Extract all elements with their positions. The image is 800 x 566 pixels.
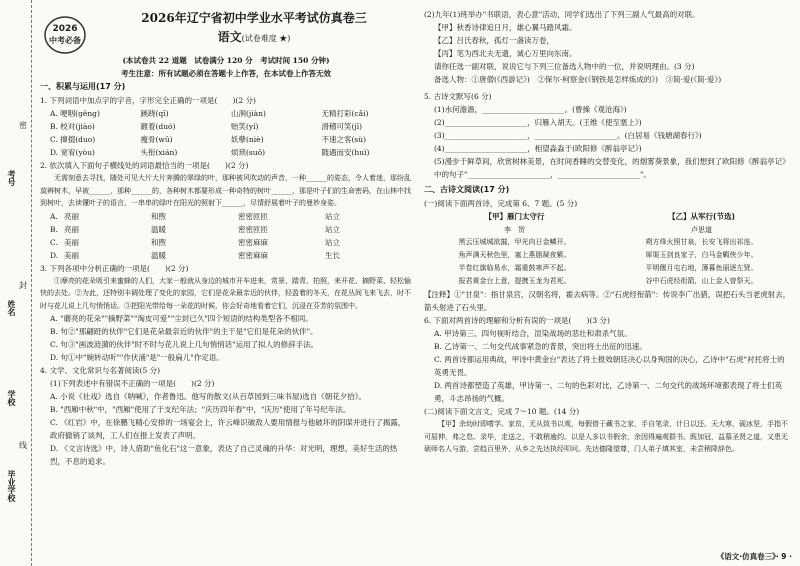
poem-title: 【甲】雁门太守行 bbox=[484, 212, 545, 221]
option-text: A. 甲诗第三、四句视听结合，渲染战场的悲壮和肃杀气氛。 bbox=[434, 329, 632, 338]
option-text: 亮丽 bbox=[64, 211, 79, 221]
section-heading: 二、古诗文阅读(17 分) bbox=[424, 185, 510, 194]
poem-line: 黑云压城城欲摧，甲光向日金鳞开。 bbox=[458, 238, 571, 246]
option-row bbox=[40, 210, 412, 223]
section-heading: 一、积累与运用(17 分) bbox=[40, 82, 126, 91]
option-row bbox=[40, 249, 412, 262]
option-text: 生长 bbox=[325, 250, 340, 260]
poem-line: 报君黄金台上意，提携玉龙为君死。 bbox=[458, 277, 571, 285]
option-text: 密密匝匝 bbox=[238, 211, 268, 221]
poem-line: 角声满天秋色里，塞上燕脂凝夜紫。 bbox=[458, 251, 571, 259]
margin-label-school: 毕业学校 bbox=[7, 470, 16, 502]
exam-meta: (本试卷共 22 道题 试卷满分 120 分 考试时间 150 分钟) bbox=[122, 56, 330, 65]
option-row bbox=[40, 223, 412, 236]
option-text: 妖孽(niè) bbox=[231, 135, 264, 144]
reading-passage: ①摩亮的花朵吸引来蜜蜂的人们，大家一般就从身边的城市开车进来，赏景、踏青、拍照，来开花、摘野菜、轻松愉快的去处。②为此，还特别丰调处理了变化的家园，它们是花朵最亲近的伙伴，轻盈着的冬天，在花丛间飞来飞去，时不时与花儿说上几句悄悄话。③把阳光带给每一朵花的时候，你会好奇地看着它们，沉浸在芬芳的氛围中。 bbox=[40, 276, 411, 310]
option-text: 头衔(xián) bbox=[140, 148, 178, 157]
option-text: C. 句③"画波涟漪的伙伴"时不时与花儿说上几句悄悄话"运用了拟人的修辞手法。 bbox=[50, 340, 319, 349]
poem-title: 【乙】从军行(节选) bbox=[668, 212, 735, 221]
option-text: 和煦 bbox=[151, 211, 166, 221]
poem-author: 卢思道 bbox=[691, 226, 712, 234]
poem-line: 朔方烽火照甘泉，长安飞将出祁连。 bbox=[645, 238, 758, 246]
option-text: 随遇而安(huì) bbox=[321, 148, 370, 157]
couplet: 【甲】秋香诗律追日月，雄心翼马踏风霜。 bbox=[434, 23, 577, 32]
fill-item: (4)______________________，相望淼淼于(欧阳修《醉翁亭记》) bbox=[434, 144, 642, 153]
poem-author: 李 贺 bbox=[504, 226, 525, 234]
poem-line: 谷中石虎经衔箭，山上金人曾祭天。 bbox=[645, 277, 758, 285]
fill-item: (5)漫步于鲜草间，欣赏树林美景，在时间香睡的交替变化，的烟雾葵景象，我们想到了欧阳修《醉翁亭记》中的句子"______________________，______________________"。 bbox=[434, 157, 790, 179]
margin-label-name: 姓名 bbox=[7, 300, 16, 316]
option-text: 无精打彩(cǎi) bbox=[321, 109, 369, 118]
poem-line: 平明偃月屯右地，薄暮鱼丽逐左贤。 bbox=[645, 264, 758, 272]
seal-char-mi: 密 bbox=[19, 121, 27, 130]
question-stem: 6. 下面对两首诗的理解和分析有误的一项是( )(3 分) bbox=[424, 316, 610, 325]
exam-notice: 考生注意：所有试题必须在答题卡上作答，在本试卷上作答无效 bbox=[121, 69, 331, 78]
option-text: 亮丽 bbox=[64, 224, 79, 234]
question-stem: 4. 文学、文化常识与名著阅读(5 分) bbox=[40, 366, 161, 375]
option-row bbox=[40, 236, 412, 249]
couplet: 【乙】吕氏春秋，孤灯一盏读万卷， bbox=[434, 36, 554, 45]
option-row bbox=[40, 107, 412, 120]
logo-year: 2026 bbox=[52, 24, 78, 34]
right-column bbox=[424, 8, 792, 563]
sub-question: (1)下列表述中有错误不正确的一项是( )(2 分) bbox=[50, 379, 215, 388]
option-text: 瘦骨(wū) bbox=[140, 135, 173, 144]
option-text: 站立 bbox=[325, 237, 340, 247]
question-prompt: 请你任选一副对联，说说它与下列三位备选人物中的一位，并说明理由。(3 分) bbox=[434, 62, 695, 71]
option-text: 山涧(jiàn) bbox=[231, 109, 266, 118]
option-letter: C. bbox=[50, 237, 58, 247]
question-stem: 2. 依次填入下面句子横线处的词语最恰当的一项是( )(2 分) bbox=[40, 161, 249, 170]
subject-name: 语文 bbox=[217, 30, 242, 44]
fill-item: (3)______________________，______________________。(白居易《钱塘湖春行》) bbox=[434, 131, 702, 140]
part-heading: (一)阅读下面两首诗，完成第 6、7 题。(5 分) bbox=[424, 199, 578, 208]
option-text: 密密匝匝 bbox=[238, 224, 268, 234]
option-text: 不速之客(sù) bbox=[321, 135, 367, 144]
exam-logo bbox=[42, 12, 88, 58]
poem-pair bbox=[424, 210, 792, 288]
option-text: 和煦 bbox=[151, 237, 166, 247]
option-text: C. 两首诗都运用典故，甲诗中黄金台"表达了将士报效朝廷决心以身殉国的决心，乙诗中"石虎"衬托将士的英勇无畏。 bbox=[434, 355, 785, 377]
subject-title bbox=[96, 28, 412, 48]
margin-label-class: 学校 bbox=[7, 390, 16, 406]
seal-char-feng: 封 bbox=[19, 281, 27, 290]
option-text: 温暖 bbox=[151, 224, 166, 234]
question-stem: (2)九年(1)班举办"书联语，表心意"活动，同学们选出了下列三副人气最高的对联。 bbox=[424, 10, 700, 19]
left-column bbox=[40, 8, 412, 563]
poem-line: 半卷红旗临易水，霜重鼓寒声不起。 bbox=[458, 264, 571, 272]
option-text: C. 《红岩》中，在徐鹏飞精心安排的一场宴会上，许云峰识破敌人要用情报与他破坏的阴谋并进行了揭露，政府撤销了谈判，工人们在报上发表了声明。 bbox=[50, 418, 406, 440]
option-text: B. 乙诗第一、二句交代战事紧急的背景，突出将士出征的迅速。 bbox=[434, 342, 647, 351]
option-text: 踱着(duó) bbox=[140, 122, 176, 131]
option-row bbox=[40, 146, 412, 159]
option-text: A. "蘑亮的花朵""摘野菜""淘皮可爱""尘封已久"四个短语的结构类型各不相同。 bbox=[50, 314, 313, 323]
option-text: A. 小说《社戏》选自《呐喊》，作者鲁迅。他写的散文(从百草园到三味书屋)选自《朝花夕拾》。 bbox=[50, 392, 367, 401]
option-row bbox=[40, 120, 412, 133]
option-text: D. 两首诗都塑造了英雄，甲诗第一、二句的色彩对比，乙诗第一、二句交代的战场环境都表现了将士们英勇，斗志昂扬的气概。 bbox=[434, 381, 783, 403]
page-footer: 《语文·仿真卷三》· 9 · bbox=[716, 552, 792, 561]
poem-b bbox=[611, 210, 792, 288]
question-stem: 3. 下列各项中分析正确的一项是( )(2 分) bbox=[40, 263, 189, 273]
poem-line: 犀渠玉剑良家子，白马金羁侠少年。 bbox=[645, 251, 758, 259]
question-stem: 1. 下列词语中加点字的字音，字形完全正确的一项是( )(2 分) bbox=[40, 96, 256, 105]
option-text: 滑稽可笑(jī) bbox=[321, 122, 363, 131]
option-text: 烦琐(suǒ) bbox=[231, 148, 266, 157]
option-letter: B. bbox=[50, 224, 58, 234]
option-text: D. 句①中"婉转动听""作伏涌"是"一般扁儿"作定语。 bbox=[50, 353, 224, 362]
margin-label-exam-number: 考号 bbox=[7, 170, 16, 186]
prose-passage: 【甲】余幼时即嗜学。家贫，无从致书以观，每假借于藏书之家，手自笔录，计日以还。天大寒，砚冰坚，手指不可屈伸，弗之怠。录毕，走送之，不敢稍逾约。以是人多以书假余，余因得遍观群书。既加冠，益慕圣贤之道，又患无硕师名人与游，尝趋百里外，从乡之先达执经叩问。先达德隆望尊，门人弟子填其室，未尝稍降辞色。 bbox=[424, 420, 788, 453]
logo-text: 中考必备 bbox=[49, 36, 81, 45]
option-letter: A. bbox=[50, 211, 58, 221]
couplet: 【丙】笔为西北夫无遗，诚心万里向东南。 bbox=[434, 49, 577, 58]
binding-margin bbox=[0, 0, 32, 566]
option-text: 美丽 bbox=[64, 250, 79, 260]
option-row bbox=[40, 133, 412, 146]
reading-passage: 无需刻意去寻找，随处可见大片大片奔腾的翠绿的叶，那种被风吹动的声音，一种______的姿态，令人着迷，那纷乱莫辨树木，早被______，那种______的，各种树木都要形成一种奇特的树叶______，那是叶子们的生命密码，在山林中找到树叶，去读懂叶子的语言，一串串的绿叶在阳光的照射下______，尽情舒展着叶子的曼妙身姿。 bbox=[40, 174, 411, 207]
option-text: 站立 bbox=[325, 224, 340, 234]
option-text: 美丽 bbox=[64, 237, 79, 247]
fill-item: (1)水何澹澹，______________________。(曹操《观沧海》) bbox=[434, 105, 627, 114]
option-text: 密密麻麻 bbox=[238, 237, 268, 247]
option-text: 贻笑(yí) bbox=[231, 122, 259, 131]
candidate-list: 备选人物：①唐僧(《西游记》) ②保尔·柯察金(《钢铁是怎样炼成的》) ③简·爱(《简·爱》) bbox=[434, 75, 722, 84]
question-stem: 5. 古诗文默写(6 分) bbox=[424, 92, 492, 101]
difficulty-label: (试卷难度 ★) bbox=[241, 34, 291, 43]
fill-item: (2)______________________，归雁入胡天。(王维《使至塞上》) bbox=[434, 118, 642, 127]
option-text: D. 《文言诗选》中，诗人借助"鱼化石"这一意象，表达了自己灵魂的升华：对光明，理想，美好生活的热烈，不息的追求。 bbox=[50, 444, 398, 466]
option-letter: D. bbox=[50, 250, 59, 260]
option-text: B. "西厢中秋"中，"西厢"使用了于支纪年法；"庆历四年春"中，"庆历"使用了年号纪年法。 bbox=[50, 405, 351, 414]
option-text: 蹊跷(qī) bbox=[140, 109, 169, 118]
option-text: A. 哽咽(ɡěnɡ) bbox=[50, 109, 100, 118]
part-heading: (二)阅读下面文言文，完成 7～10 题。(14 分) bbox=[424, 407, 580, 416]
option-text: 密密麻麻 bbox=[238, 250, 268, 260]
poem-a bbox=[424, 210, 605, 288]
annotation-notes: 【注释】①"甘泉"：指甘泉宫，汉朝名将，霍去病等。②"石虎经衔箭"：传说李广出猎，误把石头当老虎射去，箭头射进了石头里。 bbox=[424, 290, 791, 312]
seal-char-xian: 线 bbox=[19, 441, 27, 450]
option-text: B. 句②"那翩跹的伙伴"它们是花朵最亲近的伙伴"的主干是"它们是花朵的伙伴"。 bbox=[50, 327, 318, 336]
option-text: B. 校对(jiào) bbox=[50, 122, 95, 131]
exam-title: 2026年辽宁省初中学业水平考试仿真卷三 bbox=[141, 11, 367, 25]
option-text: 温暖 bbox=[151, 250, 166, 260]
option-text: C. 撺掇(duo) bbox=[50, 135, 96, 144]
option-text: 站立 bbox=[325, 211, 340, 221]
option-text: D. 宽宥(yòu) bbox=[50, 148, 95, 157]
